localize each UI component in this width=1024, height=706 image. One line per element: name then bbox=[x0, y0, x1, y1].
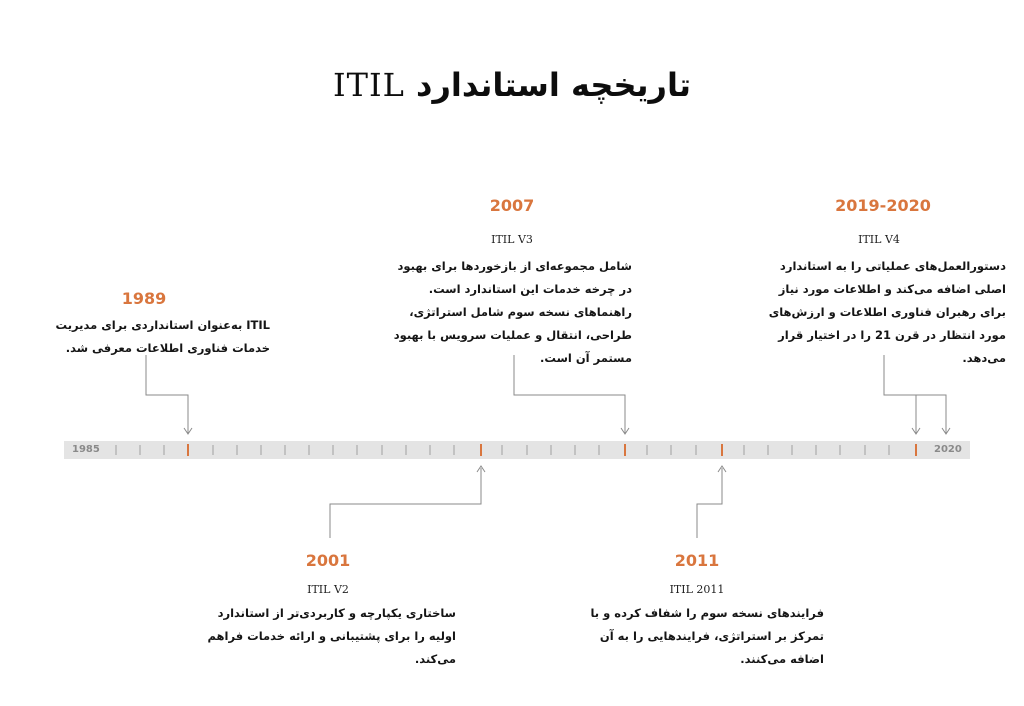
connector-2020 bbox=[916, 395, 946, 433]
event-2007-description: شامل مجموعه‌ای از بازخوردها برای بهبود در چرخه خدمات این استاندارد است. راهنماهای نسخه سوم شامل استراتژی، طراحی، انتقال و عملیات سرویس با بهبود مستمر آن است. bbox=[393, 259, 632, 365]
event-2019-2020-description: دستورالعمل‌های عملیاتی را به استاندارد اصلی اضافه می‌کند و اطلاعات مورد نیاز برای رهبران فناوری اطلاعات و ارزش‌های مورد انتظار در قرن 21 را در اختیار قرار می‌دهد. bbox=[768, 259, 1006, 365]
timeline-ticks bbox=[116, 444, 916, 456]
event-2001-year: 2001 bbox=[305, 551, 351, 570]
connector-2011 bbox=[697, 468, 722, 538]
title-latin: ITIL bbox=[333, 66, 405, 104]
event-1989-year: 1989 bbox=[121, 289, 167, 308]
event-2011-version: ITIL 2011 bbox=[669, 583, 725, 596]
event-1989-description: ITIL به‌عنوان استانداردی برای مدیریت خدمات فناوری اطلاعات معرفی شد. bbox=[55, 318, 270, 355]
arrow-heads bbox=[184, 428, 950, 472]
event-2001-description: ساختاری یکپارچه و کاربردی‌تر از استاندارد اولیه را برای پشتیبانی و ارائه خدمات فراهم می‌کند. bbox=[207, 606, 456, 666]
timeline-start-label: 1985 bbox=[72, 444, 100, 455]
title-persian: تاریخچه استاندارد bbox=[416, 66, 691, 104]
event-2019-2020-version: ITIL V4 bbox=[858, 233, 900, 246]
connector-1989 bbox=[146, 355, 188, 433]
event-2001-version: ITIL V2 bbox=[307, 583, 349, 596]
event-2011-description: فرایندهای نسخه سوم را شفاف کرده و با تمرکز بر استراتژی، فرایندهایی را به آن اضافه می‌کنند. bbox=[590, 606, 824, 666]
connector-lines bbox=[146, 355, 946, 538]
event-2007-year: 2007 bbox=[489, 196, 535, 215]
event-2011-year: 2011 bbox=[674, 551, 720, 570]
event-2007-version: ITIL V3 bbox=[491, 233, 533, 246]
connector-2001 bbox=[330, 468, 481, 538]
timeline-end-label: 2020 bbox=[934, 444, 962, 455]
event-2019-2020-year: 2019-2020 bbox=[835, 196, 931, 215]
